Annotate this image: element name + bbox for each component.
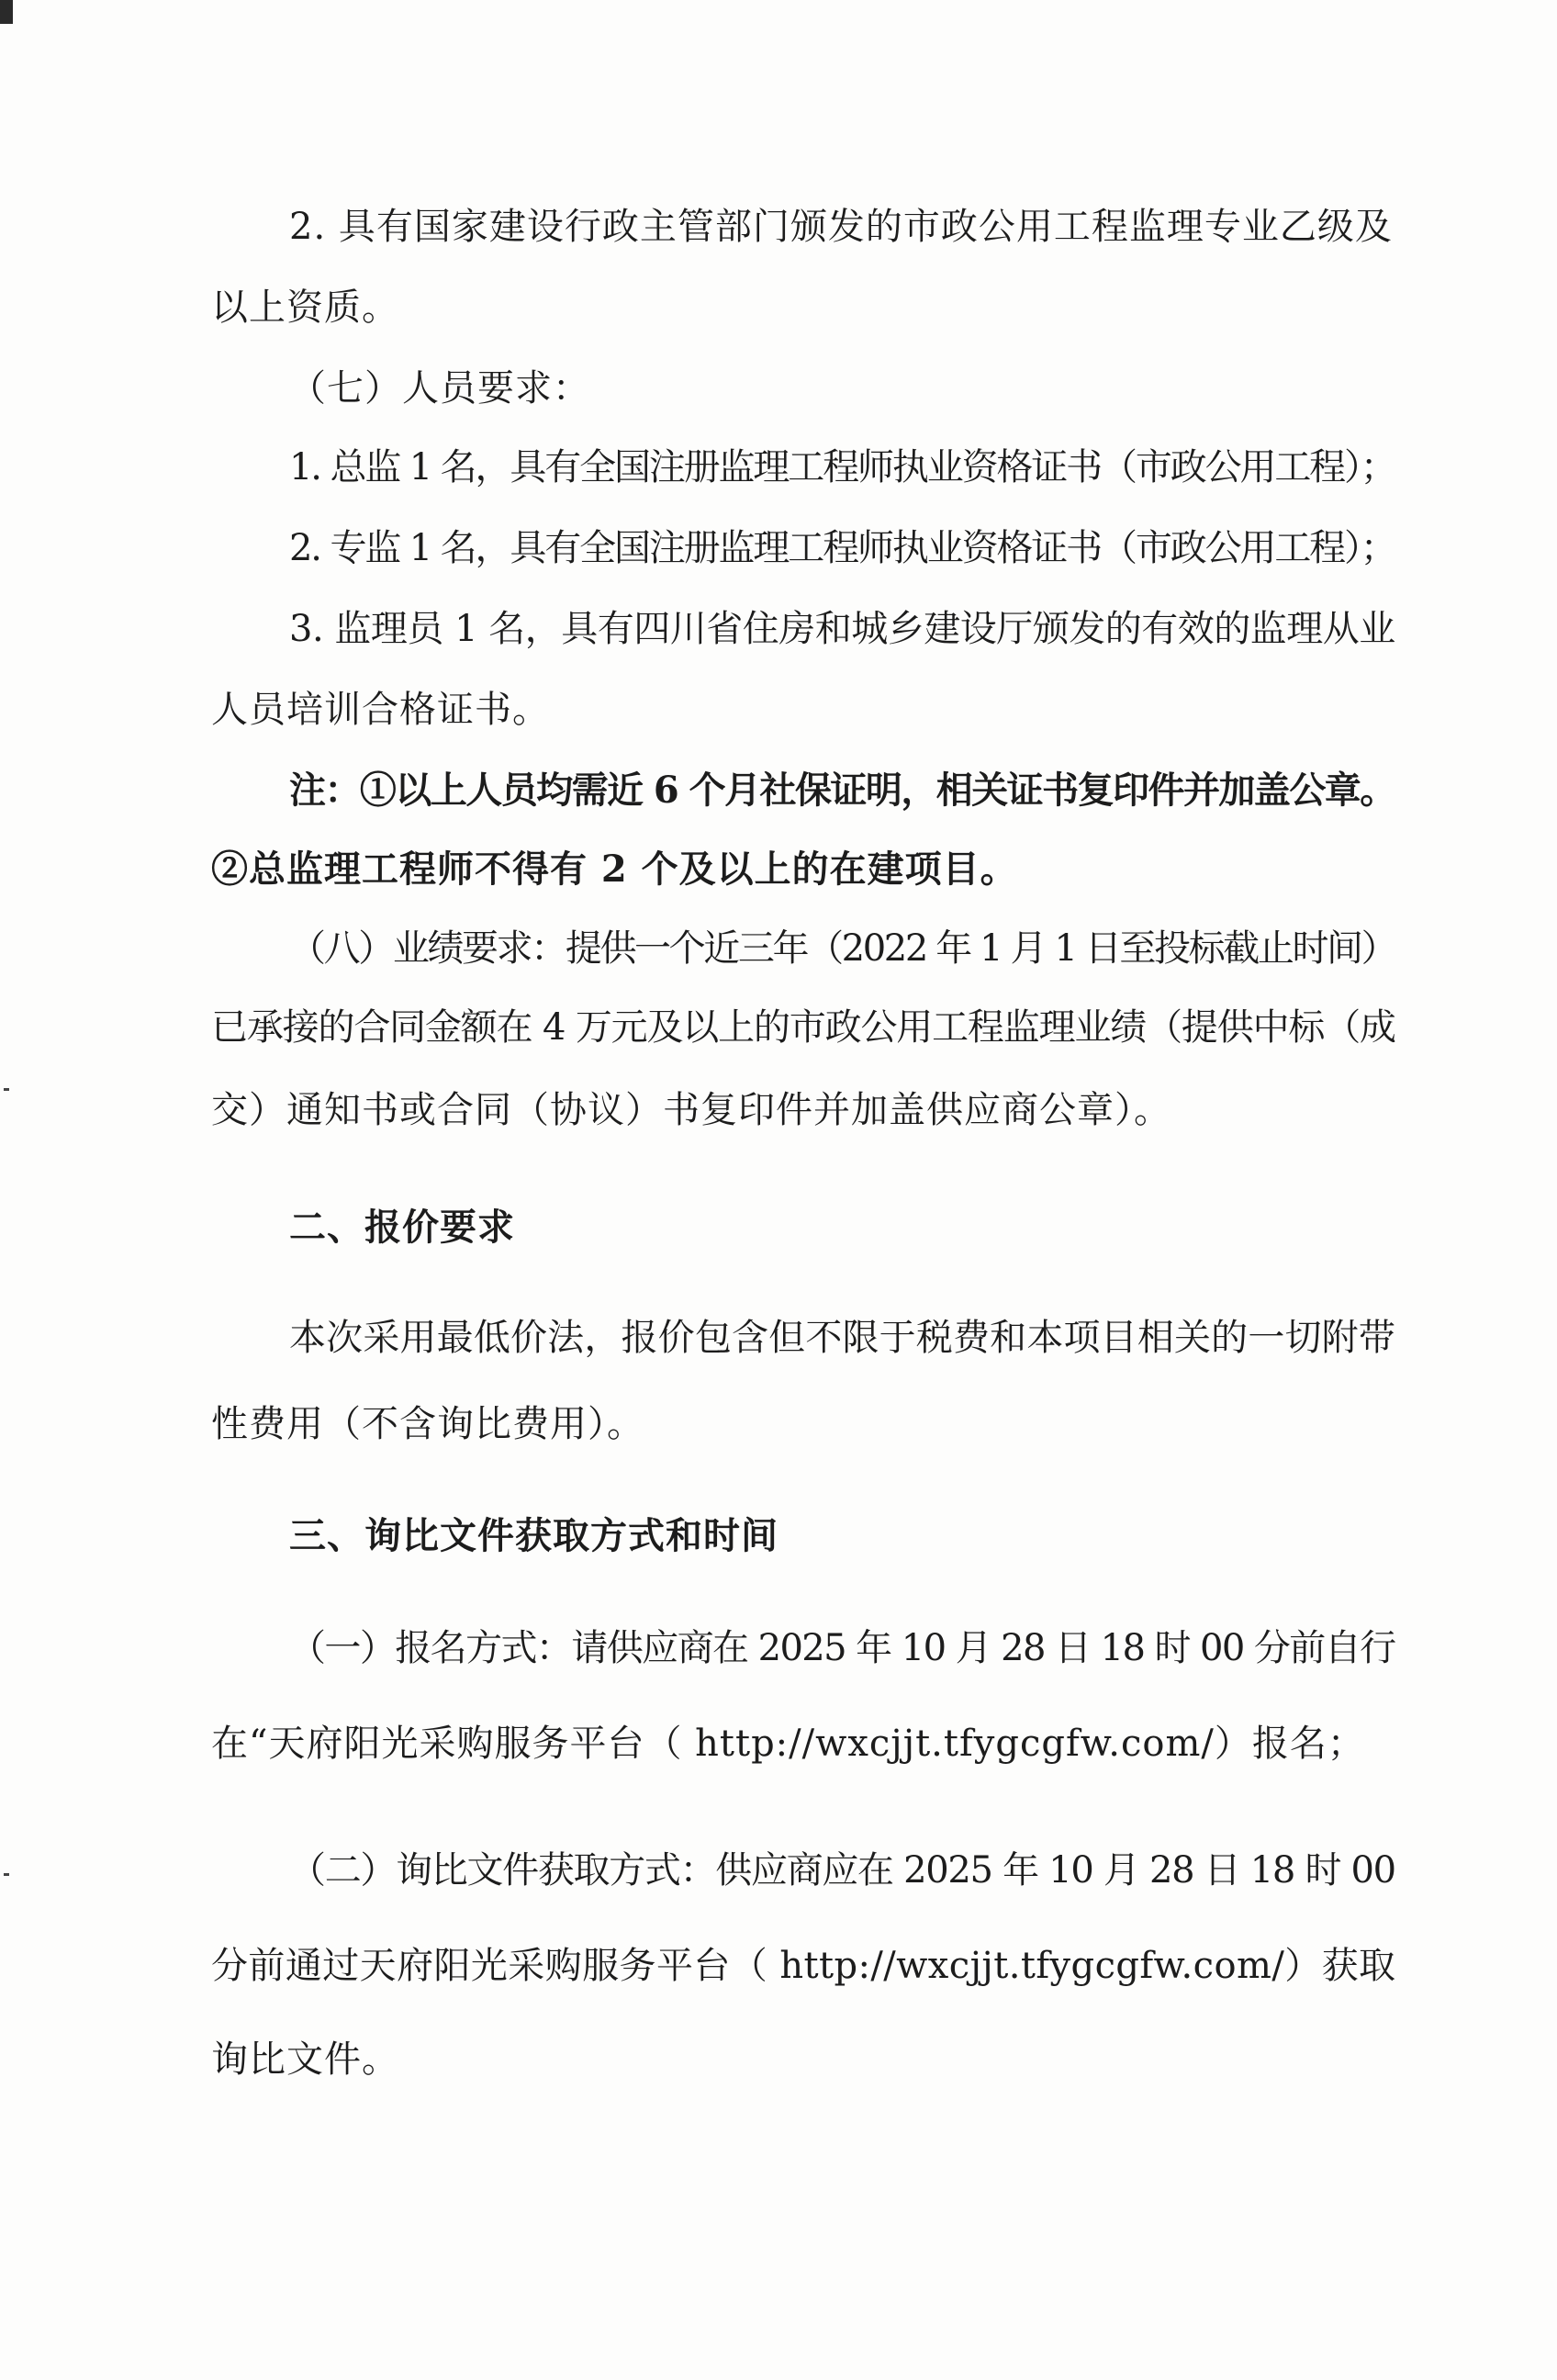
performance-requirements-line-3: 交）通知书或合同（协议）书复印件并加盖供应商公章）。 <box>211 1089 1171 1131</box>
personnel-note-1: 注：①以上人员均需近 6 个月社保证明，相关证书复印件并加盖公章。 <box>289 769 1395 812</box>
scan-edge-tick <box>4 1873 9 1876</box>
quotation-text-line-1: 本次采用最低价法，报价包含但不限于税费和本项目相关的一切附带 <box>289 1317 1395 1359</box>
personnel-item-2: 2. 专监 1 名，具有全国注册监理工程师执业资格证书（市政公用工程）； <box>289 527 1395 569</box>
acquisition-method-line-1: （二）询比文件获取方式：供应商应在 2025 年 10 月 28 日 18 时 00 <box>289 1849 1395 1892</box>
qualification-item-2-line-1: 2. 具有国家建设行政主管部门颁发的市政公用工程监理专业乙级及 <box>289 206 1393 248</box>
personnel-note-2: ②总监理工程师不得有 2 个及以上的在建项目。 <box>211 848 1018 891</box>
personnel-item-3-line-1: 3. 监理员 1 名，具有四川省住房和城乡建设厅颁发的有效的监理从业 <box>289 608 1395 650</box>
scan-edge-mark <box>0 0 13 24</box>
performance-requirements-line-1: （八）业绩要求：提供一个近三年（2022 年 1 月 1 日至投标截止时间） <box>289 927 1396 970</box>
qualification-item-2-line-2: 以上资质。 <box>211 286 399 329</box>
registration-method-line-1: （一）报名方式：请供应商在 2025 年 10 月 28 日 18 时 00 分前自行 <box>289 1627 1395 1669</box>
acquisition-method-line-2: 分前通过天府阳光采购服务平台（ http://wxcjjt.tfygcgfw.com/）获取 <box>211 1945 1396 1987</box>
section-heading-document-acquisition: 三、询比文件获取方式和时间 <box>289 1515 778 1557</box>
personnel-item-3-line-2: 人员培训合格证书。 <box>211 689 550 731</box>
performance-requirements-line-2: 已承接的合同金额在 4 万元及以上的市政公用工程监理业绩（提供中标（成 <box>211 1006 1395 1049</box>
acquisition-method-line-3: 询比文件。 <box>211 2038 399 2081</box>
section-heading-quotation: 二、报价要求 <box>289 1207 515 1249</box>
section-personnel-requirements: （七）人员要求： <box>289 367 590 410</box>
quotation-text-line-2: 性费用（不含询比费用）。 <box>211 1403 644 1445</box>
personnel-item-1: 1. 总监 1 名，具有全国注册监理工程师执业资格证书（市政公用工程）； <box>289 446 1395 488</box>
scan-edge-tick <box>4 1088 9 1091</box>
registration-method-line-2: 在“天府阳光采购服务平台（ http://wxcjjt.tfygcgfw.com/）报名； <box>211 1723 1365 1765</box>
